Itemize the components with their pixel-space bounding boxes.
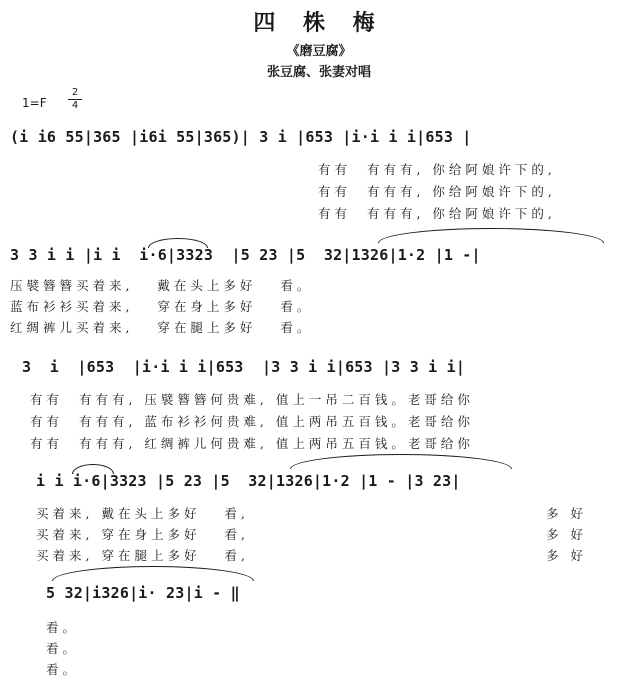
slur-row-5-long — [52, 566, 254, 581]
lyric-row-4-tail-1: 多 好 — [546, 506, 587, 521]
key-signature: 1=F — [22, 96, 47, 110]
lyric-row-1-verse-2: 有有 有有有, 你给阿娘许下的, — [318, 184, 556, 199]
lyric-row-4-tail-2: 多 好 — [546, 527, 587, 542]
lyric-row-2-verse-2: 蓝布衫衫买着来, 穿在身上多好 看。 — [10, 299, 314, 314]
lyric-row-4-tail-3: 多 好 — [546, 548, 587, 563]
lyric-row-4-verse-1: 买着来, 戴在头上多好 看, — [36, 506, 249, 521]
notation-row-3: 3 i |653 |i·i i i|653 |3 3 i i|653 |3 3 i i| — [22, 358, 466, 376]
song-title: 四 株 梅 — [253, 11, 385, 36]
lyric-row-1-verse-3: 有有 有有有, 你给阿娘许下的, — [318, 206, 556, 221]
lyric-row-4-verse-3: 买着来, 穿在腿上多好 看, — [36, 548, 249, 563]
time-signature-bottom: 4 — [71, 100, 79, 111]
lyric-row-5-verse-2: 看。 — [46, 641, 80, 656]
time-signature-top: 2 — [71, 87, 79, 98]
slur-row-2-long — [378, 228, 604, 243]
performers-line: 张豆腐、张妻对唱 — [266, 65, 371, 80]
lyric-row-3-verse-3: 有有 有有有, 红绸裤儿何贵难, 值上两吊五百钱。老哥给你 — [30, 436, 474, 451]
notation-row-2: 3 3 i i |i i i·6|3323 |5 23 |5 32|1326|1·2 |1 -| — [10, 246, 481, 264]
lyric-row-5-verse-3: 看。 — [46, 662, 80, 677]
slur-row-4-long — [290, 454, 512, 469]
lyric-row-4-verse-2: 买着来, 穿在身上多好 看, — [36, 527, 249, 542]
notation-row-4: i i i·6|3323 |5 23 |5 32|1326|1·2 |1 - |3 23| — [36, 472, 461, 490]
lyric-row-5-verse-1: 看。 — [46, 620, 80, 635]
time-signature — [68, 88, 82, 111]
song-subtitle: 《磨豆腐》 — [286, 44, 352, 59]
notation-row-1: (i i6 55|365 |i6i 55|365)| 3 i |653 |i·i i i|653 | — [10, 128, 472, 146]
notation-row-5: 5 32|i326|i· 23|i - ‖ — [46, 584, 240, 602]
lyric-row-1-verse-1: 有有 有有有, 你给阿娘许下的, — [318, 162, 556, 177]
lyric-row-3-verse-1: 有有 有有有, 压襞簪簪何贵难, 值上一吊二百钱。老哥给你 — [30, 392, 474, 407]
lyric-row-3-verse-2: 有有 有有有, 蓝布衫衫何贵难, 值上两吊五百钱。老哥给你 — [30, 414, 474, 429]
lyric-row-2-verse-1: 压襞簪簪买着来, 戴在头上多好 看。 — [10, 278, 314, 293]
lyric-row-2-verse-3: 红绸裤儿买着来, 穿在腿上多好 看。 — [10, 320, 314, 335]
